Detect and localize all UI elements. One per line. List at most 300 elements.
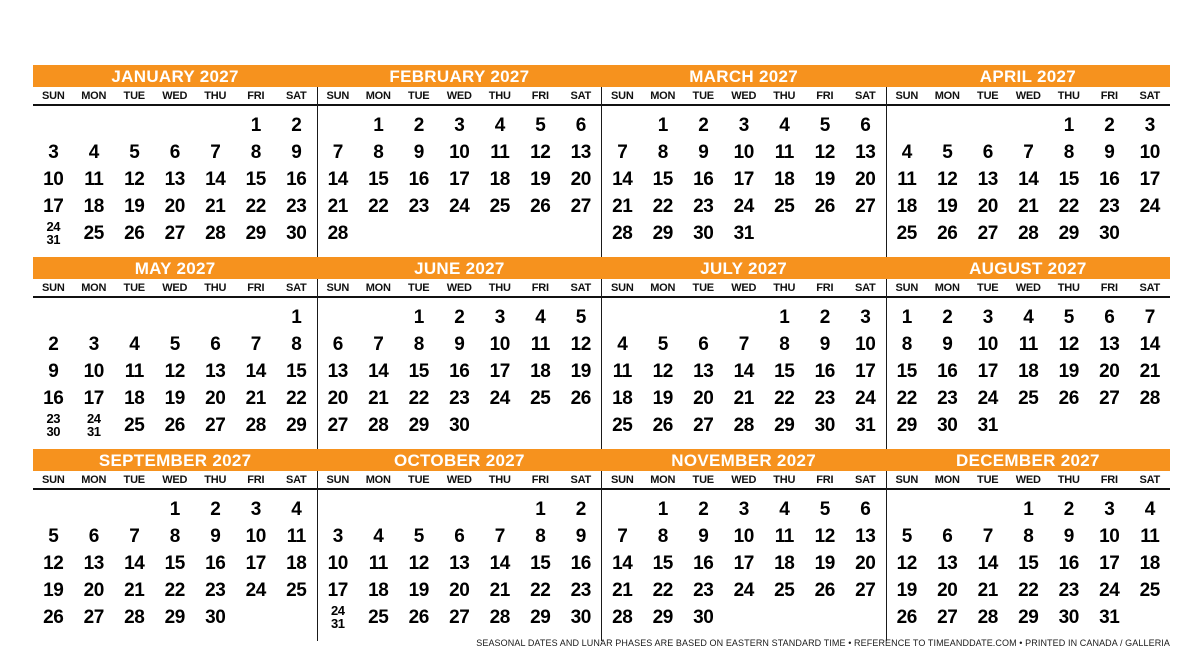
date-cell: 1 bbox=[901, 307, 912, 328]
week-row bbox=[602, 358, 886, 385]
empty-cell bbox=[358, 496, 399, 523]
date-cell: 26 bbox=[652, 415, 673, 436]
weeks-grid bbox=[602, 496, 886, 631]
date-cell: 2 bbox=[819, 307, 830, 328]
date-cell: 17 bbox=[83, 388, 104, 409]
empty-cell bbox=[968, 112, 1009, 139]
date-cell: 28 bbox=[1139, 388, 1160, 409]
date-cell: 26 bbox=[937, 223, 958, 244]
date-cell: 2 bbox=[48, 334, 59, 355]
date-cell: 16 bbox=[205, 553, 226, 574]
empty-cell bbox=[845, 220, 886, 247]
week-row bbox=[887, 385, 1171, 412]
day-header: WED bbox=[446, 474, 472, 486]
day-header-row bbox=[602, 87, 886, 106]
week-row bbox=[887, 112, 1171, 139]
empty-cell bbox=[114, 112, 155, 139]
date-cell: 30 bbox=[814, 415, 835, 436]
date-cell: 16 bbox=[1058, 553, 1079, 574]
day-header: WED bbox=[446, 90, 472, 102]
date-cell: 7 bbox=[250, 334, 261, 355]
date-cell: 20 bbox=[205, 388, 226, 409]
day-header: MON bbox=[81, 282, 107, 294]
date-cell: 10 bbox=[489, 334, 510, 355]
date-cell: 14 bbox=[327, 169, 348, 190]
stacked-date: 23 bbox=[46, 411, 60, 426]
empty-cell bbox=[480, 496, 521, 523]
empty-cell bbox=[236, 604, 277, 631]
date-cell: 28 bbox=[733, 415, 754, 436]
date-cell: 18 bbox=[83, 196, 104, 217]
date-cell: 26 bbox=[408, 607, 429, 628]
day-header: SAT bbox=[1139, 474, 1161, 486]
weeks-grid bbox=[33, 112, 317, 247]
date-cell: 28 bbox=[1018, 223, 1039, 244]
date-cell: 18 bbox=[489, 169, 510, 190]
date-cell: 22 bbox=[286, 388, 307, 409]
date-cell: 7 bbox=[982, 526, 993, 547]
empty-cell bbox=[1089, 412, 1130, 439]
month-title: FEBRUARY 2027 bbox=[389, 67, 530, 86]
day-header: TUE bbox=[977, 90, 999, 102]
week-row bbox=[602, 139, 886, 166]
date-cell: 18 bbox=[286, 553, 307, 574]
empty-cell bbox=[764, 604, 805, 631]
week-row bbox=[33, 193, 317, 220]
date-cell: 25 bbox=[774, 580, 795, 601]
empty-cell bbox=[968, 496, 1009, 523]
date-cell: 14 bbox=[612, 169, 633, 190]
empty-cell bbox=[195, 112, 236, 139]
empty-cell bbox=[764, 220, 805, 247]
date-cell: 7 bbox=[1023, 142, 1034, 163]
date-cell: 8 bbox=[291, 334, 302, 355]
week-row bbox=[318, 358, 602, 385]
date-cell: 29 bbox=[1018, 607, 1039, 628]
day-header: THU bbox=[204, 282, 227, 294]
day-header: FRI bbox=[531, 282, 549, 294]
day-header: TUE bbox=[692, 474, 714, 486]
date-cell: 22 bbox=[774, 388, 795, 409]
date-cell: 5 bbox=[48, 526, 59, 547]
date-cell: 10 bbox=[733, 526, 754, 547]
date-cell: 2 bbox=[942, 307, 953, 328]
week-row bbox=[33, 550, 317, 577]
day-header: SUN bbox=[895, 474, 919, 486]
date-cell: 25 bbox=[1018, 388, 1039, 409]
day-header: SAT bbox=[285, 282, 307, 294]
date-cell: 30 bbox=[570, 607, 591, 628]
day-header: TUE bbox=[123, 282, 145, 294]
week-row bbox=[318, 112, 602, 139]
date-cell: 15 bbox=[408, 361, 429, 382]
week-row bbox=[602, 577, 886, 604]
day-header: THU bbox=[488, 474, 511, 486]
weeks-grid bbox=[602, 304, 886, 439]
date-cell: 20 bbox=[449, 580, 470, 601]
month-may bbox=[33, 279, 317, 449]
date-cell: 23 bbox=[693, 580, 714, 601]
date-cell: 2 bbox=[210, 499, 221, 520]
empty-cell bbox=[318, 112, 359, 139]
date-cell: 2 bbox=[413, 115, 424, 136]
date-cell: 13 bbox=[855, 142, 876, 163]
day-header: MON bbox=[934, 282, 960, 294]
stacked-date: 31 bbox=[87, 423, 101, 439]
week-row bbox=[887, 412, 1171, 439]
date-cell: 16 bbox=[408, 169, 429, 190]
date-cell: 4 bbox=[129, 334, 140, 355]
empty-cell bbox=[114, 304, 155, 331]
empty-cell bbox=[561, 412, 602, 439]
stacked-date: 24 bbox=[87, 411, 101, 426]
date-cell: 10 bbox=[733, 142, 754, 163]
date-cell: 22 bbox=[1058, 196, 1079, 217]
date-cell: 15 bbox=[1058, 169, 1079, 190]
date-cell: 10 bbox=[327, 553, 348, 574]
date-cell: 24 bbox=[449, 196, 470, 217]
week-row bbox=[602, 304, 886, 331]
date-cell: 22 bbox=[245, 196, 266, 217]
date-cell: 5 bbox=[169, 334, 180, 355]
month-april bbox=[886, 87, 1171, 257]
date-cell: 12 bbox=[408, 553, 429, 574]
month-june bbox=[317, 279, 602, 449]
date-cell: 14 bbox=[245, 361, 266, 382]
date-cell: 18 bbox=[612, 388, 633, 409]
month-july bbox=[601, 279, 886, 449]
day-header: WED bbox=[731, 474, 757, 486]
date-cell: 13 bbox=[937, 553, 958, 574]
day-header: TUE bbox=[408, 90, 430, 102]
date-cell: 26 bbox=[814, 196, 835, 217]
date-cell: 30 bbox=[286, 223, 307, 244]
date-cell: 28 bbox=[368, 415, 389, 436]
date-cell: 7 bbox=[332, 142, 343, 163]
day-header: FRI bbox=[531, 90, 549, 102]
day-header: TUE bbox=[692, 90, 714, 102]
date-cell: 4 bbox=[1144, 499, 1155, 520]
date-cell: 5 bbox=[942, 142, 953, 163]
day-header: THU bbox=[773, 90, 796, 102]
date-cell: 5 bbox=[901, 526, 912, 547]
date-cell: 8 bbox=[657, 526, 668, 547]
date-cell: 26 bbox=[124, 223, 145, 244]
day-header: FRI bbox=[1100, 474, 1118, 486]
empty-cell bbox=[643, 304, 684, 331]
date-cell: 26 bbox=[530, 196, 551, 217]
date-cell: 27 bbox=[449, 607, 470, 628]
date-cell: 15 bbox=[530, 553, 551, 574]
day-header: TUE bbox=[408, 282, 430, 294]
day-header: WED bbox=[162, 282, 188, 294]
date-cell: 13 bbox=[327, 361, 348, 382]
empty-cell bbox=[602, 304, 643, 331]
week-row bbox=[602, 604, 886, 631]
date-cell: 24 bbox=[977, 388, 998, 409]
day-header: FRI bbox=[816, 90, 834, 102]
date-cell: 29 bbox=[652, 607, 673, 628]
date-cell: 20 bbox=[855, 553, 876, 574]
date-cell: 6 bbox=[942, 526, 953, 547]
date-cell: 14 bbox=[205, 169, 226, 190]
date-cell: 30 bbox=[937, 415, 958, 436]
date-cell: 26 bbox=[1058, 388, 1079, 409]
week-row bbox=[602, 220, 886, 247]
date-cell: 10 bbox=[1099, 526, 1120, 547]
date-cell: 11 bbox=[124, 361, 144, 382]
week-row bbox=[33, 412, 317, 439]
date-cell: 21 bbox=[1139, 361, 1160, 382]
date-cell: 19 bbox=[814, 553, 835, 574]
date-cell: 3 bbox=[982, 307, 993, 328]
date-cell: 17 bbox=[43, 196, 64, 217]
empty-cell bbox=[155, 304, 196, 331]
day-header: FRI bbox=[247, 474, 265, 486]
day-header-row bbox=[33, 279, 317, 298]
date-cell: 12 bbox=[124, 169, 145, 190]
day-header-row bbox=[318, 471, 602, 490]
date-cell: 2 bbox=[1063, 499, 1074, 520]
week-row bbox=[33, 331, 317, 358]
date-cell: 1 bbox=[535, 499, 546, 520]
day-header-row bbox=[887, 279, 1171, 298]
date-cell: 17 bbox=[977, 361, 998, 382]
week-row bbox=[318, 331, 602, 358]
date-cell: 22 bbox=[1018, 580, 1039, 601]
date-cell: 5 bbox=[657, 334, 668, 355]
date-cell: 18 bbox=[896, 196, 917, 217]
day-header: SUN bbox=[895, 90, 919, 102]
date-cell: 22 bbox=[652, 196, 673, 217]
day-header: WED bbox=[446, 282, 472, 294]
date-cell: 6 bbox=[1104, 307, 1115, 328]
empty-cell bbox=[683, 304, 724, 331]
date-cell: 9 bbox=[454, 334, 465, 355]
week-row bbox=[887, 577, 1171, 604]
week-row bbox=[602, 193, 886, 220]
day-header: TUE bbox=[123, 474, 145, 486]
date-cell bbox=[318, 604, 359, 631]
day-header: FRI bbox=[816, 282, 834, 294]
date-cell: 22 bbox=[530, 580, 551, 601]
date-cell: 4 bbox=[88, 142, 99, 163]
empty-cell bbox=[74, 496, 115, 523]
day-header: FRI bbox=[1100, 90, 1118, 102]
date-cell: 7 bbox=[617, 526, 628, 547]
date-cell: 8 bbox=[1023, 526, 1034, 547]
day-header-row bbox=[602, 471, 886, 490]
date-cell: 1 bbox=[1063, 115, 1074, 136]
empty-cell bbox=[195, 304, 236, 331]
date-cell: 21 bbox=[977, 580, 998, 601]
date-cell: 4 bbox=[494, 115, 505, 136]
day-header: SUN bbox=[610, 282, 634, 294]
date-cell: 8 bbox=[901, 334, 912, 355]
day-header: THU bbox=[488, 90, 511, 102]
week-row bbox=[33, 220, 317, 247]
date-cell: 25 bbox=[286, 580, 307, 601]
month-title: OCTOBER 2027 bbox=[393, 451, 525, 470]
date-cell: 29 bbox=[530, 607, 551, 628]
day-header: SUN bbox=[610, 474, 634, 486]
date-cell: 31 bbox=[733, 223, 754, 244]
date-cell: 4 bbox=[535, 307, 546, 328]
week-row bbox=[318, 166, 602, 193]
date-cell: 20 bbox=[327, 388, 348, 409]
date-cell: 3 bbox=[860, 307, 871, 328]
date-cell: 16 bbox=[814, 361, 835, 382]
date-cell: 3 bbox=[1144, 115, 1155, 136]
date-cell: 13 bbox=[205, 361, 226, 382]
empty-cell bbox=[724, 604, 765, 631]
date-cell: 21 bbox=[368, 388, 389, 409]
week-row bbox=[602, 412, 886, 439]
month-march bbox=[601, 87, 886, 257]
empty-cell bbox=[74, 112, 115, 139]
month-row bbox=[33, 279, 1170, 449]
date-cell: 15 bbox=[896, 361, 917, 382]
day-header: MON bbox=[365, 282, 391, 294]
week-row bbox=[887, 193, 1171, 220]
date-cell: 2 bbox=[454, 307, 465, 328]
date-cell: 21 bbox=[489, 580, 510, 601]
date-cell: 2 bbox=[698, 115, 709, 136]
date-cell: 11 bbox=[530, 334, 550, 355]
date-cell: 17 bbox=[449, 169, 470, 190]
day-header: MON bbox=[934, 474, 960, 486]
day-header: THU bbox=[1057, 282, 1080, 294]
date-cell: 6 bbox=[575, 115, 586, 136]
date-cell: 18 bbox=[1139, 553, 1160, 574]
date-cell: 27 bbox=[855, 196, 876, 217]
day-header: WED bbox=[1015, 90, 1041, 102]
day-header: SAT bbox=[285, 90, 307, 102]
empty-cell bbox=[318, 496, 359, 523]
day-header: SUN bbox=[895, 282, 919, 294]
empty-cell bbox=[561, 220, 602, 247]
day-header: TUE bbox=[692, 282, 714, 294]
date-cell: 27 bbox=[205, 415, 226, 436]
day-header: SAT bbox=[854, 90, 876, 102]
month-title: JULY 2027 bbox=[700, 259, 788, 278]
empty-cell bbox=[927, 496, 968, 523]
day-header: SUN bbox=[326, 282, 350, 294]
month-february bbox=[317, 87, 602, 257]
date-cell: 18 bbox=[774, 169, 795, 190]
date-cell: 13 bbox=[977, 169, 998, 190]
date-cell: 31 bbox=[1099, 607, 1120, 628]
week-row bbox=[318, 385, 602, 412]
stacked-date: 30 bbox=[46, 423, 60, 439]
date-cell: 15 bbox=[652, 553, 673, 574]
week-row bbox=[318, 496, 602, 523]
date-cell: 26 bbox=[570, 388, 591, 409]
week-row bbox=[318, 220, 602, 247]
empty-cell bbox=[887, 112, 928, 139]
date-cell: 14 bbox=[1139, 334, 1160, 355]
date-cell: 19 bbox=[124, 196, 145, 217]
date-cell: 7 bbox=[494, 526, 505, 547]
date-cell: 6 bbox=[210, 334, 221, 355]
empty-cell bbox=[887, 496, 928, 523]
empty-cell bbox=[602, 496, 643, 523]
date-cell: 11 bbox=[1018, 334, 1038, 355]
date-cell: 25 bbox=[489, 196, 510, 217]
month-header-bar bbox=[33, 65, 1170, 87]
date-cell: 17 bbox=[733, 553, 754, 574]
date-cell: 19 bbox=[408, 580, 429, 601]
date-cell: 18 bbox=[1018, 361, 1039, 382]
stacked-date: 24 bbox=[331, 603, 345, 618]
date-cell: 17 bbox=[855, 361, 876, 382]
date-cell: 29 bbox=[1058, 223, 1079, 244]
date-cell: 19 bbox=[530, 169, 551, 190]
week-row bbox=[33, 577, 317, 604]
date-cell: 27 bbox=[164, 223, 185, 244]
date-cell: 4 bbox=[779, 499, 790, 520]
date-cell: 29 bbox=[896, 415, 917, 436]
date-cell: 25 bbox=[368, 607, 389, 628]
empty-cell bbox=[805, 604, 846, 631]
date-cell: 12 bbox=[896, 553, 917, 574]
date-cell: 18 bbox=[774, 553, 795, 574]
empty-cell bbox=[1130, 220, 1171, 247]
month-october bbox=[317, 471, 602, 641]
date-cell: 9 bbox=[291, 142, 302, 163]
date-cell: 5 bbox=[1063, 307, 1074, 328]
date-cell: 13 bbox=[164, 169, 185, 190]
day-header: WED bbox=[1015, 282, 1041, 294]
day-header: TUE bbox=[977, 282, 999, 294]
date-cell: 27 bbox=[570, 196, 591, 217]
date-cell: 16 bbox=[43, 388, 64, 409]
date-cell: 22 bbox=[896, 388, 917, 409]
date-cell: 23 bbox=[1058, 580, 1079, 601]
date-cell: 30 bbox=[693, 607, 714, 628]
empty-cell bbox=[114, 496, 155, 523]
week-row bbox=[602, 166, 886, 193]
date-cell: 6 bbox=[860, 499, 871, 520]
date-cell: 4 bbox=[1023, 307, 1034, 328]
date-cell: 23 bbox=[449, 388, 470, 409]
date-cell: 7 bbox=[738, 334, 749, 355]
date-cell: 26 bbox=[814, 580, 835, 601]
empty-cell bbox=[439, 496, 480, 523]
week-row bbox=[33, 166, 317, 193]
day-header: TUE bbox=[408, 474, 430, 486]
date-cell: 11 bbox=[774, 526, 794, 547]
date-cell: 27 bbox=[1099, 388, 1120, 409]
date-cell: 6 bbox=[88, 526, 99, 547]
weeks-grid bbox=[602, 112, 886, 247]
month-august bbox=[886, 279, 1171, 449]
date-cell: 10 bbox=[43, 169, 64, 190]
date-cell: 5 bbox=[819, 115, 830, 136]
date-cell: 23 bbox=[1099, 196, 1120, 217]
date-cell: 28 bbox=[327, 223, 348, 244]
day-header: SUN bbox=[610, 90, 634, 102]
week-row bbox=[33, 304, 317, 331]
date-cell: 10 bbox=[449, 142, 470, 163]
week-row bbox=[602, 550, 886, 577]
date-cell: 1 bbox=[291, 307, 302, 328]
day-header: FRI bbox=[531, 474, 549, 486]
date-cell: 30 bbox=[1058, 607, 1079, 628]
date-cell: 15 bbox=[652, 169, 673, 190]
date-cell: 3 bbox=[1104, 499, 1115, 520]
date-cell: 8 bbox=[657, 142, 668, 163]
